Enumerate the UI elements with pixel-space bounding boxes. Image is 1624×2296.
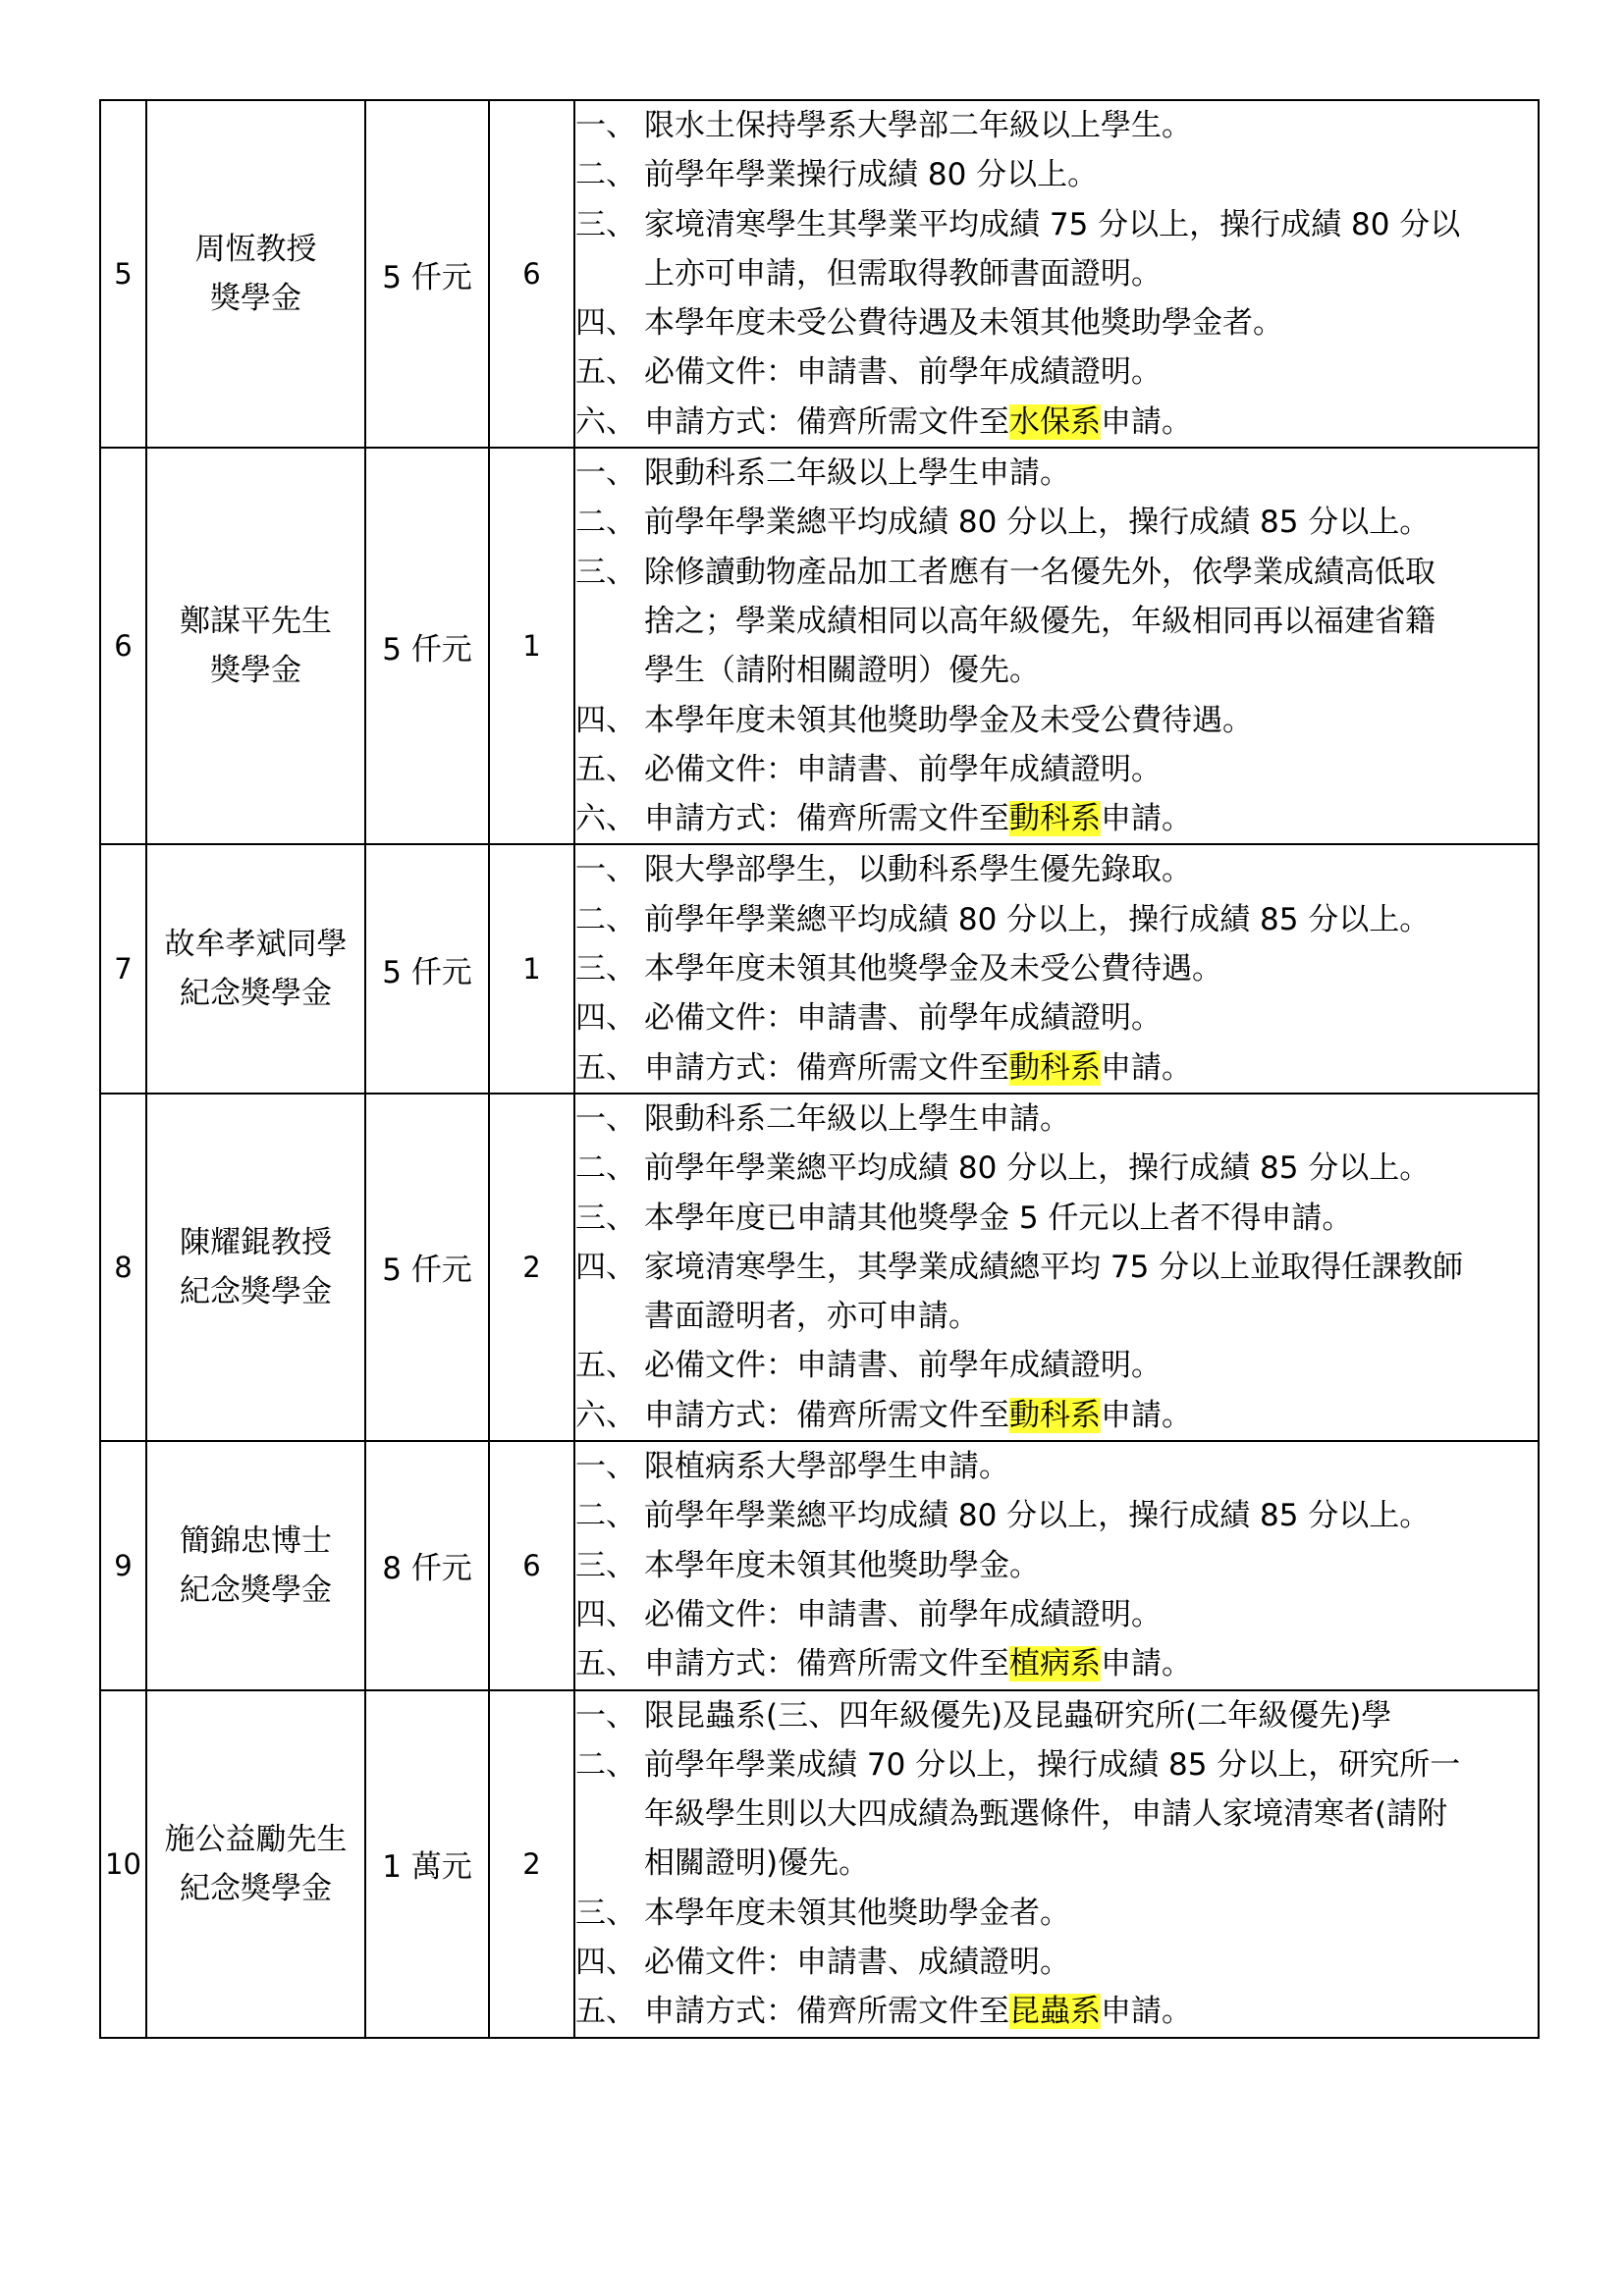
requirement-text-suffix: 申請。 <box>1101 1397 1192 1433</box>
requirement-text <box>644 1740 1460 1889</box>
requirement-item <box>575 696 1538 745</box>
requirement-number: 五、 <box>575 1348 636 1384</box>
requirement-text <box>644 548 1435 696</box>
requirement-text <box>644 993 1162 1042</box>
requirement-text <box>644 1639 1192 1688</box>
requirement-number: 一、 <box>575 1100 636 1137</box>
requirement-text-line: 必備文件：申請書、前學年成績證明。 <box>644 1000 1162 1037</box>
requirement-text-line: 除修讀動物產品加工者應有一名優先外，依學業成績高低取 <box>644 554 1435 590</box>
requirement-number: 四、 <box>575 1596 636 1632</box>
requirement-number: 一、 <box>575 852 636 888</box>
requirement-item <box>575 1740 1538 1889</box>
requirements-cell <box>574 1441 1539 1689</box>
table-row <box>100 844 1539 1093</box>
row-number: 8 <box>100 1094 146 1441</box>
requirement-text <box>644 745 1162 794</box>
requirement-text-line: 本學年度未領其他獎學金及未受公費待遇。 <box>644 951 1222 988</box>
row-number: 7 <box>100 844 146 1093</box>
requirement-text-prefix: 申請方式：備齊所需文件至 <box>644 801 1009 837</box>
requirement-number: 四、 <box>575 1249 636 1285</box>
requirement-text <box>644 1691 1391 1740</box>
requirement-number: 二、 <box>575 901 636 937</box>
requirement-item <box>575 1095 1538 1144</box>
requirements-cell <box>574 1690 1539 2038</box>
requirement-number: 一、 <box>575 1449 636 1485</box>
requirement-text <box>644 1889 1070 1938</box>
table-row <box>100 1441 1539 1689</box>
requirement-item <box>575 1243 1538 1342</box>
scholarship-quota: 6 <box>489 1441 574 1689</box>
scholarship-name-line: 鄭謀平先生 <box>180 604 332 640</box>
requirement-item <box>575 845 1538 894</box>
requirement-item <box>575 1341 1538 1390</box>
requirement-item <box>575 1442 1538 1491</box>
requirement-text <box>644 449 1070 498</box>
requirement-number: 一、 <box>575 1697 636 1734</box>
requirement-text-line: 限水土保持學系大學部二年級以上學生。 <box>644 108 1192 143</box>
requirement-number: 四、 <box>575 1944 636 1980</box>
scholarship-name-line: 周恆教授 <box>194 232 317 268</box>
requirement-text-line: 年級學生則以大四成績為甄選條件，申請人家境清寒者(請附 <box>644 1796 1448 1833</box>
scholarship-name <box>146 100 365 448</box>
requirement-text-line <box>644 1043 1192 1093</box>
row-number: 6 <box>100 448 146 844</box>
scholarship-name-line: 紀念獎學金 <box>180 1870 332 1906</box>
requirement-item <box>575 498 1538 547</box>
requirement-text-line: 限動科系二年級以上學生申請。 <box>644 455 1070 492</box>
department-highlight: 植病系 <box>1009 1646 1101 1682</box>
requirement-item <box>575 944 1538 993</box>
requirement-text-suffix: 申請。 <box>1101 403 1192 440</box>
requirement-item <box>575 1194 1538 1243</box>
scholarship-quota: 2 <box>489 1690 574 2038</box>
row-number: 9 <box>100 1441 146 1689</box>
requirement-text <box>644 498 1430 547</box>
scholarship-name-line: 簡錦忠博士 <box>180 1522 332 1559</box>
requirement-text-line: 相關證明)優先。 <box>644 1845 870 1882</box>
requirement-number: 四、 <box>575 1000 636 1037</box>
scholarship-name-line: 施公益勵先生 <box>164 1821 348 1857</box>
requirement-number: 二、 <box>575 157 636 193</box>
requirement-item <box>575 347 1538 397</box>
requirement-text <box>644 1541 1040 1590</box>
requirement-item <box>575 1691 1538 1740</box>
requirement-text-suffix: 申請。 <box>1101 801 1192 837</box>
requirement-text-prefix: 申請方式：備齊所需文件至 <box>644 1994 1009 2030</box>
requirement-text <box>644 1987 1192 2036</box>
scholarship-name <box>146 448 365 844</box>
scholarship-amount: 1 萬元 <box>365 1690 489 2038</box>
requirement-text-line: 必備文件：申請書、前學年成績證明。 <box>644 751 1162 787</box>
requirement-number: 二、 <box>575 1746 636 1783</box>
requirement-text-line: 本學年度未領其他獎助學金及未受公費待遇。 <box>644 702 1253 738</box>
requirement-text-line: 前學年學業總平均成績 80 分以上，操行成績 85 分以上。 <box>644 1498 1431 1534</box>
requirement-text <box>644 200 1460 299</box>
scholarship-quota: 2 <box>489 1094 574 1441</box>
requirement-number: 三、 <box>575 1200 636 1236</box>
requirement-text-suffix: 申請。 <box>1101 1994 1192 2030</box>
requirement-text-suffix: 申請。 <box>1101 1646 1192 1682</box>
scholarship-name-line: 故牟孝斌同學 <box>164 927 348 963</box>
requirement-text-line: 家境清寒學生其學業平均成績 75 分以上，操行成績 80 分以 <box>644 206 1461 242</box>
requirement-number: 五、 <box>575 1646 636 1682</box>
requirement-number: 三、 <box>575 1895 636 1931</box>
requirement-text-prefix: 申請方式：備齊所需文件至 <box>644 403 1009 440</box>
requirement-text <box>644 398 1192 447</box>
requirement-text <box>644 895 1430 944</box>
requirement-number: 三、 <box>575 554 636 590</box>
requirement-text-line <box>644 1987 1192 2036</box>
scholarship-name <box>146 844 365 1093</box>
department-highlight: 水保系 <box>1009 403 1101 440</box>
scholarship-amount: 8 仟元 <box>365 1441 489 1689</box>
scholarship-name-line: 紀念獎學金 <box>180 976 332 1012</box>
requirement-text <box>644 1491 1430 1540</box>
scholarship-name <box>146 1441 365 1689</box>
requirement-text <box>644 696 1253 745</box>
scholarship-name-line: 紀念獎學金 <box>180 1572 332 1608</box>
requirement-text <box>644 1243 1463 1342</box>
requirement-text-line <box>644 1639 1192 1688</box>
requirement-text-line: 限動科系二年級以上學生申請。 <box>644 1100 1070 1137</box>
requirement-number: 五、 <box>575 751 636 787</box>
requirement-text-line: 捨之；學業成績相同以高年級優先，年級相同再以福建省籍 <box>644 603 1435 639</box>
requirement-number: 一、 <box>575 108 636 143</box>
requirements-cell <box>574 448 1539 844</box>
requirement-text-line: 必備文件：申請書、前學年成績證明。 <box>644 1596 1162 1632</box>
scholarship-name-line: 紀念獎學金 <box>180 1273 332 1309</box>
requirement-number: 二、 <box>575 505 636 541</box>
department-highlight: 昆蟲系 <box>1009 1994 1101 2030</box>
requirement-text-line <box>644 794 1192 843</box>
scholarship-table-body <box>100 100 1539 2038</box>
requirement-text <box>644 845 1192 894</box>
requirement-text <box>644 1391 1192 1440</box>
requirement-text-line: 本學年度未領其他獎助學金。 <box>644 1547 1040 1583</box>
requirement-text-line: 限昆蟲系(三、四年級優先)及昆蟲研究所(二年級優先)學 <box>644 1697 1392 1734</box>
requirement-number: 三、 <box>575 1547 636 1583</box>
requirement-number: 三、 <box>575 951 636 988</box>
requirement-item <box>575 398 1538 447</box>
department-highlight: 動科系 <box>1009 1397 1101 1433</box>
requirement-text-line: 限植病系大學部學生申請。 <box>644 1449 1009 1485</box>
scholarship-amount: 5 仟元 <box>365 448 489 844</box>
requirement-number: 五、 <box>575 1994 636 2030</box>
requirement-number: 六、 <box>575 801 636 837</box>
requirement-text-line: 前學年學業成績 70 分以上，操行成績 85 分以上，研究所一 <box>644 1746 1461 1783</box>
requirement-text-line: 本學年度未領其他獎助學金者。 <box>644 1895 1070 1931</box>
requirement-item <box>575 1590 1538 1639</box>
requirement-text-prefix: 申請方式：備齊所需文件至 <box>644 1397 1009 1433</box>
requirement-text-line: 家境清寒學生，其學業成績總平均 75 分以上並取得任課教師 <box>644 1249 1464 1285</box>
requirement-text <box>644 1341 1162 1390</box>
requirement-number: 五、 <box>575 354 636 391</box>
requirement-text-line: 上亦可申請，但需取得教師書面證明。 <box>644 255 1162 292</box>
requirement-text-line: 前學年學業總平均成績 80 分以上，操行成績 85 分以上。 <box>644 1150 1431 1187</box>
requirement-text-line: 本學年度已申請其他獎學金 5 仟元以上者不得申請。 <box>644 1200 1353 1236</box>
scholarship-name-line: 獎學金 <box>210 281 301 317</box>
requirement-item <box>575 1043 1538 1093</box>
requirement-text-line <box>644 1391 1192 1440</box>
requirement-number: 二、 <box>575 1150 636 1187</box>
requirement-item <box>575 449 1538 498</box>
scholarship-quota: 1 <box>489 448 574 844</box>
table-row <box>100 1690 1539 2038</box>
row-number: 5 <box>100 100 146 448</box>
requirement-text-prefix: 申請方式：備齊所需文件至 <box>644 1049 1009 1086</box>
requirement-text-line: 必備文件：申請書、成績證明。 <box>644 1944 1070 1980</box>
requirement-text <box>644 1095 1070 1144</box>
requirement-text-line: 前學年學業總平均成績 80 分以上，操行成績 85 分以上。 <box>644 505 1431 541</box>
table-row <box>100 100 1539 448</box>
requirement-text-prefix: 申請方式：備齊所需文件至 <box>644 1646 1009 1682</box>
department-highlight: 動科系 <box>1009 801 1101 837</box>
requirement-text <box>644 1590 1162 1639</box>
row-number: 10 <box>100 1690 146 2038</box>
requirement-item <box>575 548 1538 696</box>
scholarship-name-line: 陳耀錕教授 <box>180 1224 332 1260</box>
scholarship-amount: 5 仟元 <box>365 844 489 1093</box>
requirement-number: 三、 <box>575 206 636 242</box>
department-highlight: 動科系 <box>1009 1049 1101 1086</box>
requirement-text <box>644 101 1192 150</box>
requirement-item <box>575 1889 1538 1938</box>
requirement-number: 一、 <box>575 455 636 492</box>
requirement-text <box>644 794 1192 843</box>
requirement-text <box>644 1442 1009 1491</box>
requirement-text <box>644 1194 1352 1243</box>
requirement-text <box>644 298 1283 347</box>
table-row <box>100 448 1539 844</box>
requirement-number: 二、 <box>575 1498 636 1534</box>
scholarship-amount: 5 仟元 <box>365 1094 489 1441</box>
requirement-text <box>644 944 1222 993</box>
requirements-cell <box>574 100 1539 448</box>
requirement-item <box>575 745 1538 794</box>
requirement-item <box>575 200 1538 299</box>
requirement-text <box>644 150 1098 199</box>
requirement-text-line: 限大學部學生，以動科系學生優先錄取。 <box>644 852 1192 888</box>
requirement-text <box>644 1043 1192 1093</box>
scholarship-table <box>99 99 1540 2039</box>
requirement-item <box>575 1391 1538 1440</box>
requirement-text-line: 學生（請附相關證明）優先。 <box>644 653 1040 689</box>
scholarship-name <box>146 1094 365 1441</box>
requirement-item <box>575 794 1538 843</box>
requirement-text <box>644 347 1162 397</box>
requirement-item <box>575 1987 1538 2036</box>
requirement-text <box>644 1144 1430 1193</box>
requirement-number: 六、 <box>575 1397 636 1433</box>
requirement-item <box>575 150 1538 199</box>
requirement-number: 五、 <box>575 1049 636 1086</box>
requirement-text-line: 本學年度未受公費待遇及未領其他獎助學金者。 <box>644 305 1283 342</box>
requirement-text-line <box>644 398 1192 447</box>
scholarship-amount: 5 仟元 <box>365 100 489 448</box>
requirements-cell <box>574 844 1539 1093</box>
requirement-text-line: 書面證明者，亦可申請。 <box>644 1299 979 1335</box>
requirement-text-line: 必備文件：申請書、前學年成績證明。 <box>644 1348 1162 1384</box>
requirement-number: 四、 <box>575 305 636 342</box>
requirement-item <box>575 1491 1538 1540</box>
requirement-text <box>644 1938 1070 1987</box>
requirement-item <box>575 298 1538 347</box>
requirement-item <box>575 895 1538 944</box>
requirement-item <box>575 101 1538 150</box>
requirement-text-suffix: 申請。 <box>1101 1049 1192 1086</box>
table-row <box>100 1094 1539 1441</box>
requirement-text-line: 前學年學業操行成績 80 分以上。 <box>644 157 1099 193</box>
requirement-number: 六、 <box>575 403 636 440</box>
scholarship-name <box>146 1690 365 2038</box>
requirement-item <box>575 1938 1538 1987</box>
requirement-text-line: 必備文件：申請書、前學年成績證明。 <box>644 354 1162 391</box>
requirement-item <box>575 993 1538 1042</box>
requirement-item <box>575 1541 1538 1590</box>
requirement-item <box>575 1639 1538 1688</box>
scholarship-quota: 6 <box>489 100 574 448</box>
scholarship-name-line: 獎學金 <box>210 653 301 689</box>
requirements-cell <box>574 1094 1539 1441</box>
requirement-item <box>575 1144 1538 1193</box>
requirement-number: 四、 <box>575 702 636 738</box>
scholarship-quota: 1 <box>489 844 574 1093</box>
requirement-text-line: 前學年學業總平均成績 80 分以上，操行成績 85 分以上。 <box>644 901 1431 937</box>
